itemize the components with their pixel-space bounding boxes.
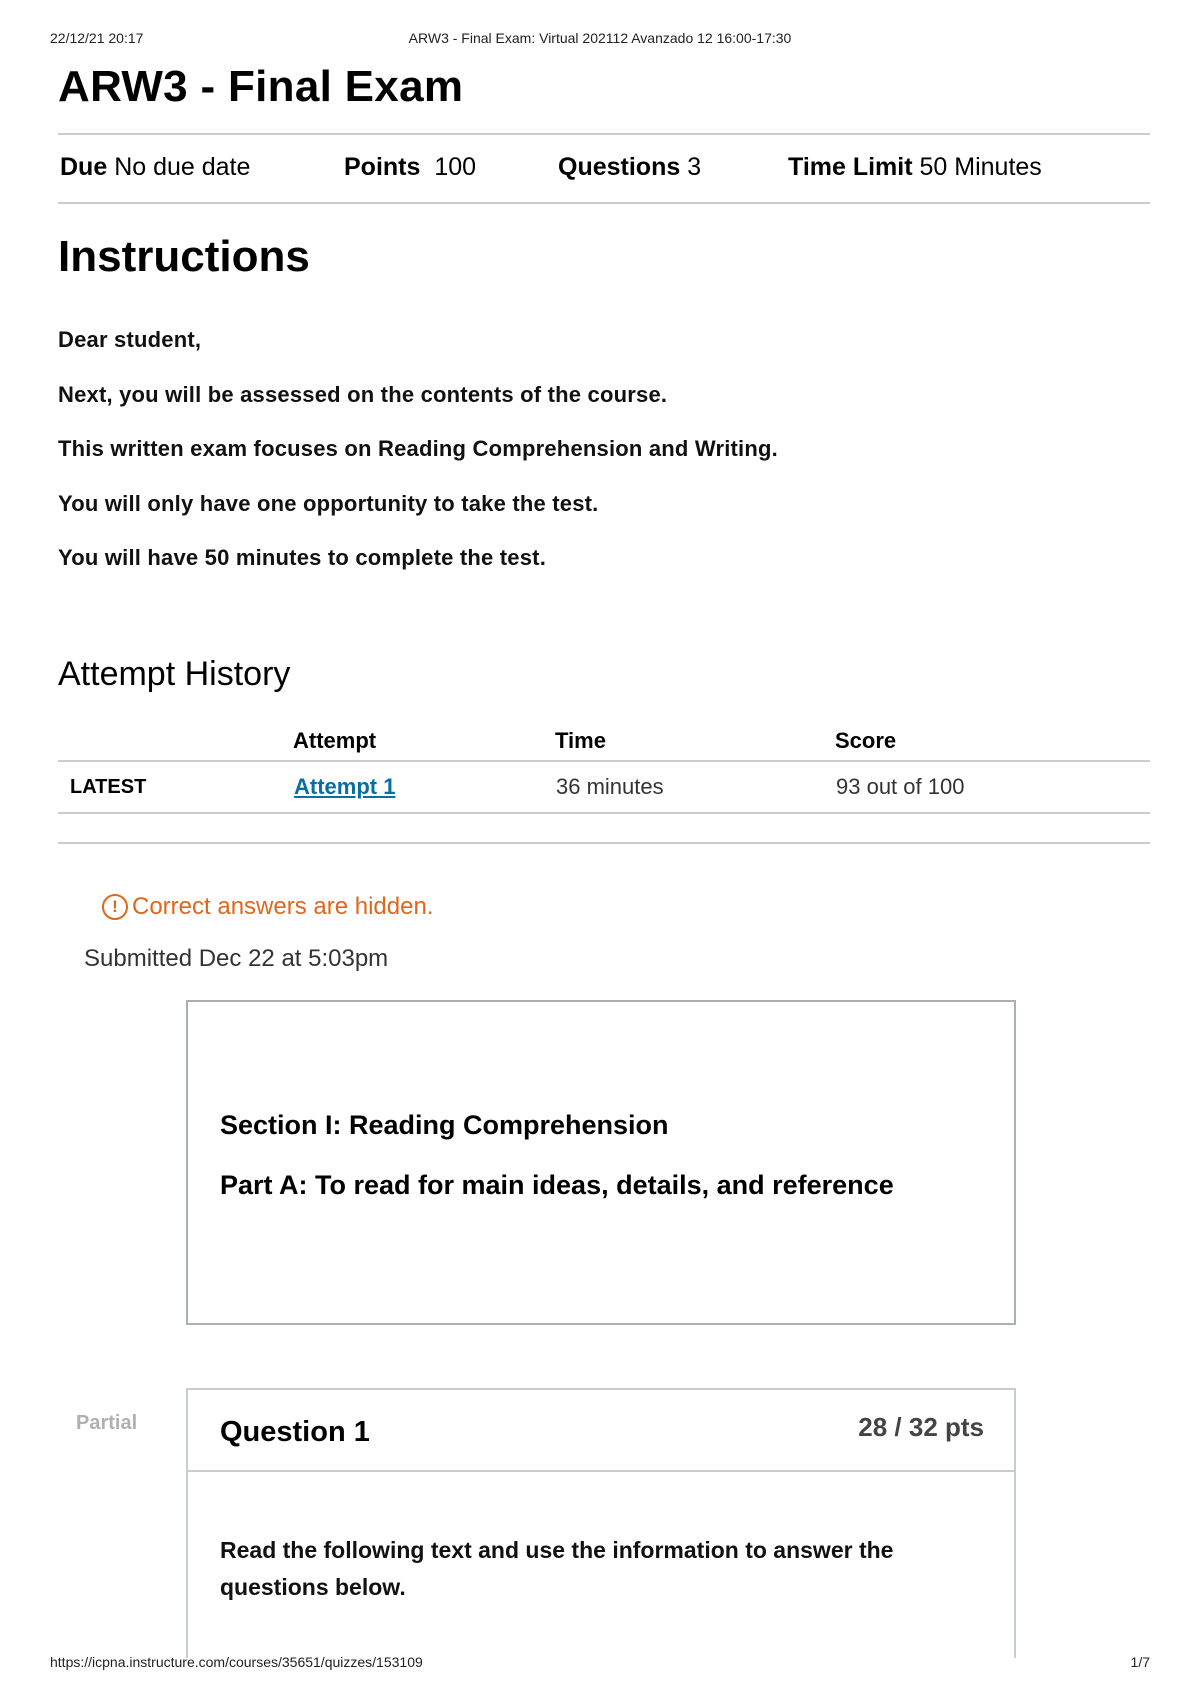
- question-name: Question 1: [220, 1416, 370, 1448]
- score-cell: 93 out of 100: [835, 761, 1150, 813]
- meta-due-value: No due date: [114, 153, 251, 181]
- attempt-1-link[interactable]: Attempt 1: [294, 774, 396, 799]
- column-header-tag: [58, 722, 293, 761]
- attempt-cell: [293, 761, 555, 813]
- column-header-attempt: Attempt: [293, 722, 555, 761]
- page-title: ARW3 - Final Exam: [58, 62, 464, 111]
- section-title: Section I: Reading Comprehension: [220, 1110, 669, 1140]
- question-1-card: [186, 1388, 1016, 1658]
- instruction-line: You will have 50 minutes to complete the test.: [58, 545, 547, 570]
- print-doc-title: ARW3 - Final Exam: Virtual 202112 Avanzado 12 16:00-17:30: [408, 30, 792, 46]
- latest-tag: LATEST: [58, 761, 293, 813]
- meta-time-limit-label: Time Limit: [788, 153, 913, 181]
- attempt-history-title: Attempt History: [58, 655, 291, 693]
- meta-due: [60, 153, 250, 182]
- meta-points-value: 100: [434, 153, 477, 181]
- notice-text: Correct answers are hidden.: [132, 893, 434, 920]
- question-text: Read the following text and use the information to answer the questions below.: [220, 1537, 894, 1600]
- instructions-heading: Instructions: [58, 232, 310, 281]
- meta-due-label: Due: [60, 153, 108, 181]
- question-points: 28 / 32 pts: [858, 1412, 984, 1442]
- print-header: [0, 0, 1200, 46]
- instruction-line: You will only have one opportunity to take the test.: [58, 491, 599, 516]
- submitted-timestamp: Submitted Dec 22 at 5:03pm: [84, 945, 389, 972]
- quiz-meta: [58, 133, 1150, 204]
- meta-questions: [558, 153, 701, 182]
- table-row: [58, 761, 1150, 813]
- meta-points-label: Points: [344, 153, 421, 181]
- instruction-line: Next, you will be assessed on the contents of the course.: [58, 382, 668, 407]
- instruction-line: Dear student,: [58, 327, 202, 352]
- time-cell: 36 minutes: [555, 761, 835, 813]
- meta-questions-label: Questions: [558, 153, 681, 181]
- section-intro-box: [186, 1000, 1016, 1325]
- question-status-label: Partial: [76, 1412, 138, 1434]
- meta-time-limit: [788, 153, 1042, 182]
- column-header-score: Score: [835, 722, 1150, 761]
- print-url: https://icpna.instructure.com/courses/35651/quizzes/153109: [50, 1654, 423, 1670]
- table-header-row: [58, 722, 1150, 761]
- answers-hidden-notice: [102, 893, 433, 921]
- alert-circle-icon: !: [102, 894, 128, 920]
- section-part: Part A: To read for main ideas, details, and reference: [220, 1170, 894, 1200]
- question-header: [188, 1390, 1014, 1472]
- meta-time-limit-value: 50 Minutes: [919, 153, 1042, 181]
- meta-points: [344, 153, 476, 182]
- page-number: 1/7: [1130, 1654, 1150, 1670]
- meta-questions-value: 3: [687, 153, 702, 181]
- print-date: 22/12/21 20:17: [50, 30, 144, 46]
- column-header-time: Time: [555, 722, 835, 761]
- attempt-history-table: [58, 722, 1150, 814]
- divider: [58, 842, 1150, 844]
- instruction-line: This written exam focuses on Reading Comprehension and Writing.: [58, 436, 778, 461]
